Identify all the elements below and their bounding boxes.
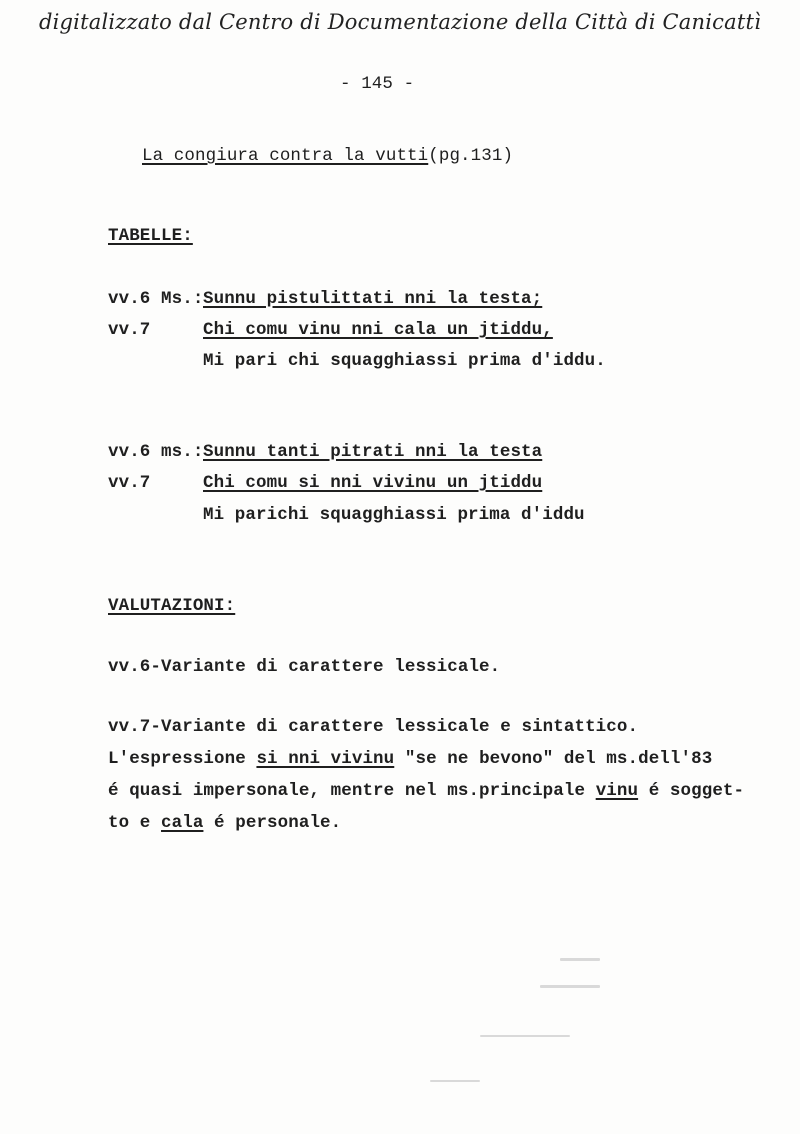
valutazione-vv7-line4 [108, 813, 341, 833]
section-title-ref: (pg.131) [428, 146, 514, 166]
line4-post: é personale. [203, 813, 342, 833]
bleed-through-mark [480, 1035, 570, 1037]
line2-pre: L'espressione [108, 749, 257, 769]
g2-line-vv6: Sunnu tanti pitrati nni la testa [203, 442, 543, 462]
bleed-through-mark [540, 985, 600, 988]
g2-line-vv7: Chi comu si nni vivinu un jtiddu [203, 473, 543, 493]
g1-line-vv7: Chi comu vinu nni cala un jtiddu, [203, 320, 553, 340]
valutazione-vv7-line1: vv.7-Variante di carattere lessicale e sintattico. [108, 717, 639, 737]
page-number: - 145 - [340, 74, 415, 94]
watermark-header: digitalizzato dal Centro di Documentazione della Città di Canicattì [38, 10, 762, 34]
underlined-vinu: vinu [595, 781, 639, 801]
valutazione-vv7-line2 [108, 749, 712, 769]
valutazione-vv7-line3 [108, 781, 744, 801]
tabelle-heading: TABELLE: [108, 226, 193, 246]
bleed-through-mark [430, 1080, 480, 1082]
line3-post: é sogget- [638, 781, 745, 801]
underlined-si-nni-vivinu: si nni vivinu [256, 749, 395, 769]
line4-pre: to e [108, 813, 162, 833]
g1-line-3: Mi pari chi squagghiassi prima d'iddu. [203, 351, 606, 371]
g1-ref-vv6: vv.6 Ms.: [108, 289, 204, 309]
line3-pre: é quasi impersonale, mentre nel ms.principale [108, 781, 596, 801]
section-title-main: La congiura contra la vutti [142, 146, 429, 166]
g2-ref-vv7: vv.7 [108, 473, 151, 493]
section-title [142, 146, 513, 166]
g1-line-vv6: Sunnu pistulittati nni la testa; [203, 289, 543, 309]
valutazione-vv6: vv.6-Variante di carattere lessicale. [108, 657, 501, 677]
bleed-through-mark [560, 958, 600, 961]
g2-ref-vv6: vv.6 ms.: [108, 442, 204, 462]
valutazioni-heading: VALUTAZIONI: [108, 596, 236, 616]
underlined-cala: cala [161, 813, 204, 833]
g1-ref-vv7: vv.7 [108, 320, 151, 340]
line2-post: "se ne bevono" del ms.dell'83 [394, 749, 713, 769]
g2-line-3: Mi parichi squagghiassi prima d'iddu [203, 505, 585, 525]
